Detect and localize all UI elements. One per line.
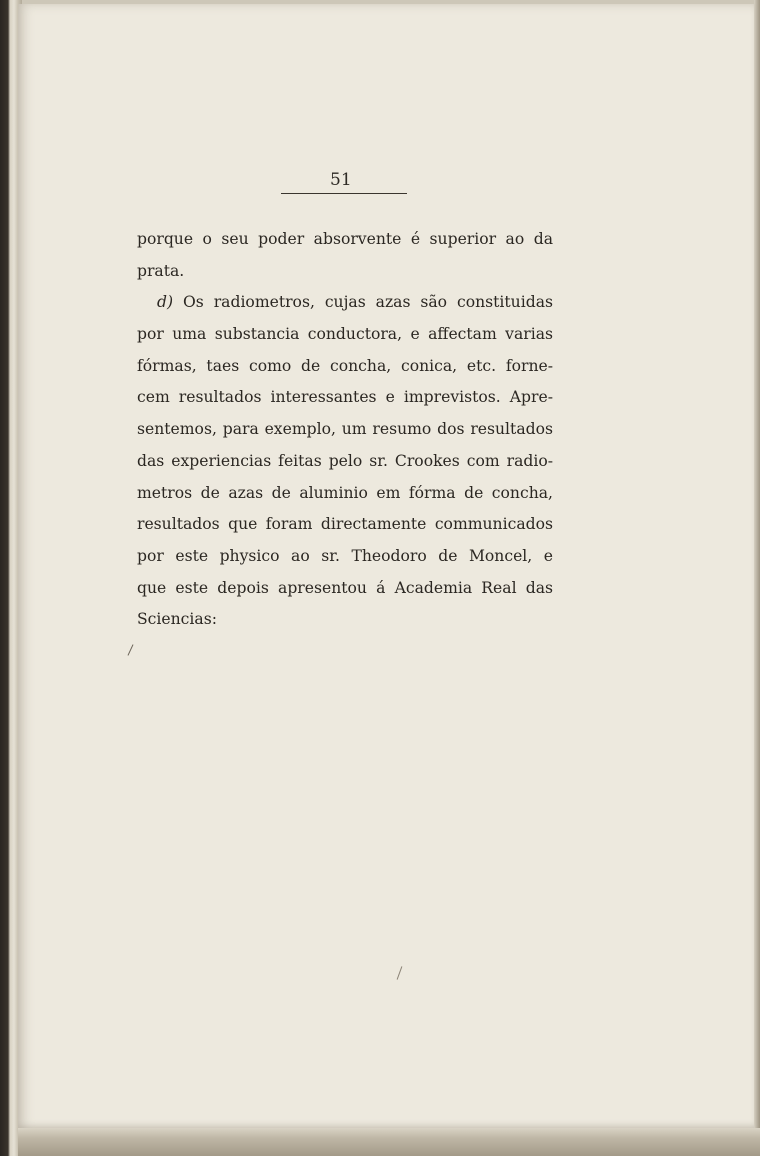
paragraph-marker: d) [157,293,174,312]
text-line: prata. [137,261,185,280]
text-line [137,287,553,319]
text-line: fórmas, taes como de concha, conica, etc. forne- [137,356,553,375]
text-line: que este depois apresentou á Academia Real das [137,578,553,597]
page-number: 51 [330,170,352,190]
text-line: Sciencias: [137,610,217,629]
page-right-edge [754,0,760,1156]
text-line: sentemos, para exemplo, um resumo dos resultados [137,420,553,439]
text-line: resultados que foram directamente communicados [137,515,553,534]
text-line: por este physico ao sr. Theodoro de Moncel, e [137,546,553,565]
body-text [137,224,553,636]
page-bottom-edge [18,1128,760,1156]
header-rule [281,193,407,194]
text-line: por uma substancia conductora, e affectam varias [137,325,553,344]
text-line: porque o seu poder absorvente é superior ao da [137,230,553,248]
text-line-content: Os radiometros, cujas azas são constituidas [183,293,553,312]
text-line: cem resultados interessantes e imprevistos. Apre- [137,388,553,407]
text-line: metros de azas de aluminio em fórma de concha, [137,483,553,502]
text-line: das experiencias feitas pelo sr. Crookes com radio- [137,451,553,470]
